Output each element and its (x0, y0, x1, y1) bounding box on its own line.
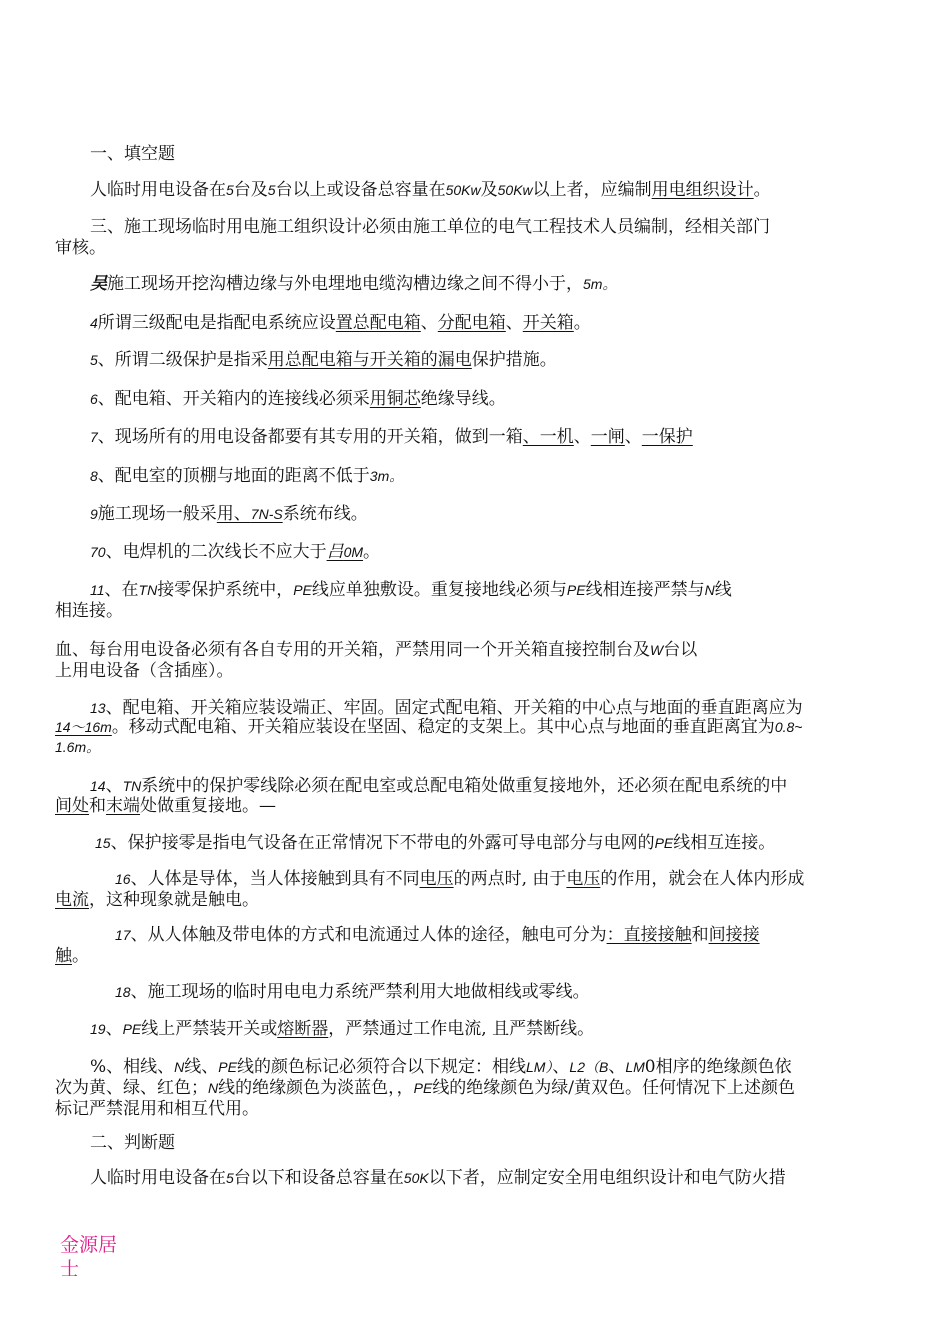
item-13-line3 (55, 736, 100, 758)
text-segment: 线、 (184, 1057, 219, 1077)
text-segment: 1.6m。 (55, 739, 101, 755)
answer: 一保护 (641, 427, 693, 447)
text-segment: 、配电箱、开关箱内的连接线必须采 (97, 389, 370, 409)
text-segment: L2（B (569, 1059, 609, 1075)
text-segment: 、现场所有的用电设备都要有其专用的开关箱，做到一箱 (97, 427, 523, 447)
answer: 末端 (106, 796, 140, 816)
text-segment: N (174, 1059, 185, 1075)
text-segment: TN (122, 778, 142, 794)
text-segment: 线相互连接。 (673, 833, 776, 853)
text-segment: 保护措施。 (471, 350, 557, 370)
text-segment: 14 (90, 778, 106, 794)
text-segment: 18 (115, 984, 131, 1000)
item-20-line1 (90, 1056, 792, 1078)
text-segment: 。 (753, 180, 771, 200)
item-13-line2 (55, 716, 802, 738)
item-15 (95, 832, 775, 854)
text-segment: 次为黄、绿、红色； (55, 1078, 208, 1098)
text-segment: 及 (480, 180, 498, 200)
text-segment: 16 (115, 871, 131, 887)
text-segment: 、配电箱、开关箱应装设端正、牢固。固定式配电箱、开关箱的中心点与地面的垂直距离应为 (105, 698, 803, 718)
section-heading-judge (90, 1132, 175, 1154)
text-segment: 线应单独敷设。重复接地线必须与 (311, 580, 567, 600)
answer: 熔断器 (277, 1019, 329, 1039)
text-segment: 、 (573, 427, 591, 447)
text-segment: 、配电室的顶棚与地面的距离不低于 (97, 466, 370, 486)
text-segment: 、所谓二级保护是指采 (97, 350, 268, 370)
text-segment: 11 (90, 582, 105, 598)
text-segment: 人临时用电设备在 (90, 180, 226, 200)
item-16-line2 (55, 889, 259, 911)
item-11-line1 (90, 579, 732, 601)
text-segment: 以下者，应制定安全用电组织设计和电气防火措 (428, 1168, 786, 1188)
answer: 吕 (326, 542, 344, 562)
text-segment: 系统布线。 (282, 504, 368, 524)
text-segment: 、施工现场的临时用电电力系统严禁利用大地做相线或零线。 (130, 982, 590, 1002)
item-14-line1 (90, 775, 787, 797)
item-8 (90, 465, 403, 487)
text-segment: 19 (90, 1021, 106, 1037)
text-segment: 7 (90, 429, 98, 445)
text-segment: 、 (505, 313, 523, 333)
text-segment: PE (122, 1021, 142, 1037)
text-segment: 以上者，应编制 (532, 180, 652, 200)
text-segment: 系统中的保护零线除必须在配电室或总配电箱处做重复接地外，还必须在配电系统的中 (141, 776, 788, 796)
text-segment: 。 (363, 542, 381, 562)
answer: 0M (343, 544, 364, 560)
item-1 (90, 179, 771, 201)
item-6 (90, 388, 506, 410)
text-segment: 施工现场开挖沟槽边缘与外电埋地电缆沟槽边缘之间不得小于， (107, 274, 583, 294)
text-segment: 5m。 (583, 276, 617, 292)
item-20-line3 (55, 1098, 259, 1120)
footer-line: 士 (60, 1258, 80, 1280)
section-title: 一、填空题 (90, 144, 175, 164)
text-segment: 70 (90, 544, 106, 560)
text-segment: 标记严禁混用和相互代用。 (55, 1099, 259, 1119)
text-segment: 、在 (104, 580, 139, 600)
text-segment: 台及 (233, 180, 268, 200)
text-segment: 审核。 (55, 238, 106, 258)
answer: 间接接 (708, 925, 760, 945)
item-5 (90, 349, 557, 371)
text-segment: 台以 (663, 640, 698, 660)
text-segment: 17 (115, 927, 131, 943)
text-segment: PE (654, 835, 674, 851)
text-segment: PE (293, 582, 312, 598)
text-segment: 、 (624, 427, 642, 447)
text-segment: 接零保护系统中， (157, 580, 294, 600)
text-segment: 所谓三级配电是指配电系统应设 (97, 313, 336, 333)
text-segment: W (650, 642, 664, 658)
text-segment: 8 (90, 468, 98, 484)
text-segment: 线 (714, 580, 732, 600)
text-segment: 的两点时, 由于 (453, 869, 567, 889)
text-segment: 、 (105, 776, 123, 796)
text-segment: 台以下和设备总容量在 (233, 1168, 404, 1188)
answer: 电压 (419, 869, 454, 889)
text-segment: ，这种现象就是触电。 (89, 890, 259, 910)
text-segment: 、人体是导体，当人体接触到具有不同 (130, 869, 420, 889)
text-segment: N (704, 582, 715, 598)
text-segment: 的作用，就会在人体内形成 (600, 869, 805, 889)
item-14-line2 (55, 795, 276, 817)
text-segment: 4 (90, 315, 98, 331)
text-segment: PE (566, 582, 586, 598)
item-19 (90, 1018, 594, 1040)
text-segment: 血、每台用电设备必须有各自专用的开关箱，严禁用同一个开关箱直接控制台及 (55, 640, 650, 660)
text-segment: 。 (72, 946, 89, 966)
text-segment: 50K (403, 1170, 429, 1186)
text-segment: 。 (573, 313, 591, 333)
answer: 用总配电箱与开关箱的漏电 (267, 350, 472, 370)
text-segment: 线相连接严禁与 (585, 580, 705, 600)
text-segment: 和 (691, 925, 709, 945)
item-17-line1 (115, 924, 760, 946)
answer: 间处 (55, 796, 89, 816)
text-segment: 、从人体触及带电体的方式和电流通过人体的途径，触电可分为 (130, 925, 607, 945)
text-segment: 3m。 (369, 468, 404, 484)
text-segment: 线的颜色标记必须符合以下规定：相线 (236, 1057, 526, 1077)
text-segment: 施工现场一般采 (97, 504, 217, 524)
text-segment: 、 (105, 1019, 123, 1039)
item-17-line2 (55, 945, 89, 967)
footer-line: 金源居 (60, 1234, 118, 1256)
answer: 置总配电箱 (335, 313, 421, 333)
text-segment: 台以上或设备总容量在 (275, 180, 446, 200)
item-12-line2 (55, 660, 234, 682)
text-segment: LM (625, 1059, 645, 1075)
answer: 电流 (55, 890, 89, 910)
text-segment: 、保护接零是指电气设备在正常情况下不带电的外露可导电部分与电网的 (110, 833, 655, 853)
text-segment: 50Kw (497, 182, 533, 198)
text-segment: 和 (89, 796, 106, 816)
text-segment: 0相序的绝缘颜色依 (644, 1057, 792, 1077)
text-segment: 5 (226, 182, 234, 198)
text-segment: 吴 (90, 274, 107, 294)
text-segment: 上用电设备（含插座）。 (55, 661, 234, 681)
judge-item-1 (90, 1167, 786, 1189)
answer: 用、 (216, 504, 251, 524)
text-segment: PE (413, 1080, 433, 1096)
answer: 开关箱 (522, 313, 574, 333)
text-segment: 线的绝缘颜色为淡蓝色，， (218, 1078, 414, 1098)
footer-watermark (60, 1233, 117, 1281)
item-18 (115, 981, 590, 1003)
text-segment: N (208, 1080, 219, 1096)
text-segment: 、 (608, 1057, 626, 1077)
text-segment: 相连接。 (55, 601, 123, 621)
text-segment: 0.8~ (774, 719, 803, 735)
text-segment: 线的绝缘颜色为绿/黄双色。任何情况下上述颜色 (432, 1078, 796, 1098)
item-10 (90, 541, 380, 563)
item-2-line1 (90, 216, 770, 238)
text-segment: 5 (90, 352, 98, 368)
item-20-line2 (55, 1077, 795, 1099)
text-segment: 5 (267, 182, 276, 198)
answer: 一闸 (590, 427, 625, 447)
answer: 用电组织设计 (651, 180, 754, 200)
text-segment: PE (218, 1059, 237, 1075)
text-segment: 13 (90, 700, 106, 716)
answer: ：直接接触 (606, 925, 692, 945)
answer: 、一机 (522, 427, 574, 447)
answer: 触 (55, 946, 72, 966)
item-11-line2 (55, 600, 123, 622)
item-12-line1 (55, 639, 697, 661)
item-16-line1 (115, 868, 804, 890)
answer: 分配电箱 (437, 313, 506, 333)
section-title: 二、判断题 (90, 1133, 175, 1153)
section-heading-fill (90, 143, 175, 165)
text-segment: 5 (226, 1170, 234, 1186)
text-segment: 15 (95, 835, 111, 851)
text-segment: 9 (90, 506, 98, 522)
answer: 用铜芯 (369, 389, 421, 409)
item-2-line2 (55, 237, 106, 259)
text-segment: 、电焊机的二次线长不应大于 (105, 542, 327, 562)
item-3 (90, 273, 616, 295)
text-segment: %、相线、 (90, 1057, 175, 1077)
item-9 (90, 503, 368, 525)
text-segment: 三、施工现场临时用电施工组织设计必须由施工单位的电气工程技术人员编制，经相关部门 (90, 217, 770, 237)
text-segment: 50Kw (445, 182, 481, 198)
text-segment: 、 (420, 313, 438, 333)
text-segment: 。移动式配电箱、开关箱应装设在坚固、稳定的支架上。其中心点与地面的垂直距离宜为 (111, 717, 775, 737)
text-segment: 、 (552, 1057, 570, 1077)
answer: 14〜16m (55, 719, 112, 735)
text-segment: LM） (525, 1059, 553, 1075)
text-segment: 绝缘导线。 (420, 389, 506, 409)
item-7 (90, 426, 693, 448)
text-segment: ，严禁通过工作电流, 且严禁断线。 (328, 1019, 595, 1039)
text-segment: 线上严禁装开关或 (141, 1019, 278, 1039)
text-segment: 人临时用电设备在 (90, 1168, 226, 1188)
answer: 7N-S (250, 506, 283, 522)
text-segment: TN (138, 582, 158, 598)
text-segment: 6 (90, 391, 98, 407)
text-segment: 处做重复接地。— (140, 796, 276, 816)
answer: 电压 (566, 869, 601, 889)
item-4 (90, 312, 591, 334)
